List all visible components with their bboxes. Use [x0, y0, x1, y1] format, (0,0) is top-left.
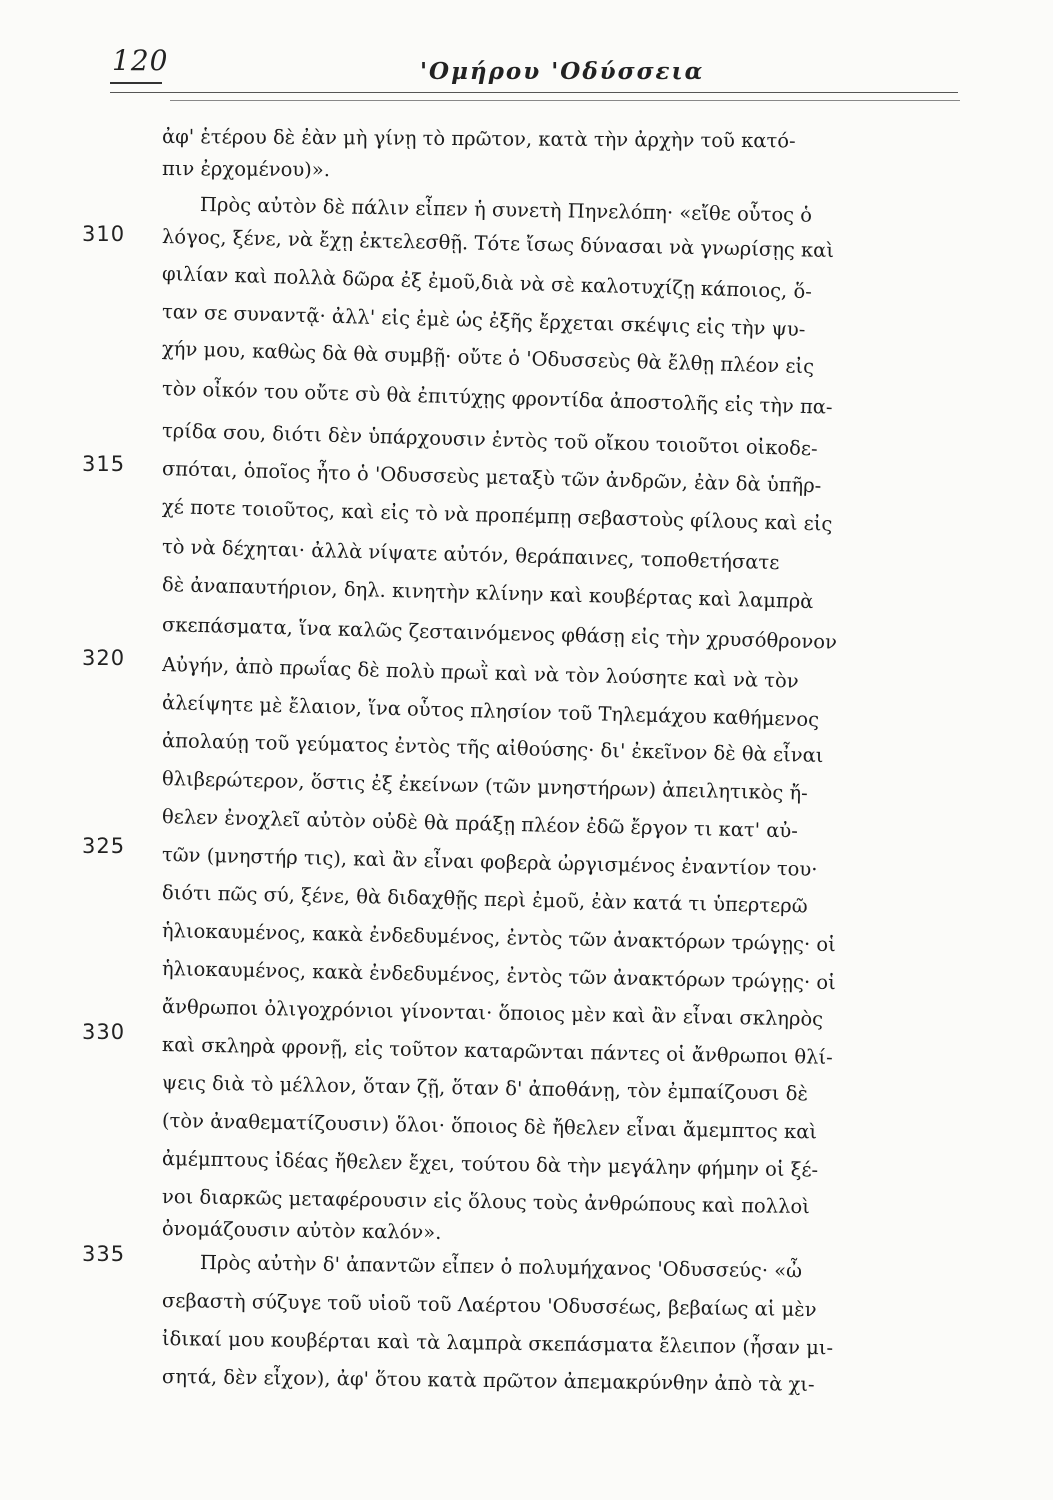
text-line: θλιβερώτερον, ὅστις ἐξ ἐκείνων (τῶν μνηστήρων) ἀπειλητικὸς ἤ-	[161, 767, 809, 805]
verse-number: 315	[82, 452, 126, 476]
text-line: σητά, δὲν εἶχον), ἀφ' ὅτου κατὰ πρῶτον ἀπεμακρύνθην ἀπὸ τὰ χι-	[161, 1365, 815, 1396]
running-title: 'Ομήρου 'Οδύσσεια	[420, 58, 705, 85]
verse-number: 335	[82, 1242, 126, 1266]
text-line: σκεπάσματα, ἵνα καλῶς ζεσταινόμενος φθάσῃ εἰς τὴν χρυσόθρονον	[161, 613, 838, 654]
text-line: τὸν οἶκόν του οὔτε σὺ θὰ ἐπιτύχῃς φροντίδα ἀποστολῆς εἰς τὴν πα-	[161, 377, 833, 419]
header-rule	[110, 92, 958, 93]
text-line: ἀπολαύῃ τοῦ γεύματος ἐντὸς τῆς αἰθούσης· δι' ἐκεῖνον δὲ θὰ εἶναι	[161, 729, 824, 768]
verse-number: 330	[82, 1020, 126, 1044]
text-line: Πρὸς αὐτὴν δ' ἀπαντῶν εἶπεν ὁ πολυμήχανος 'Οδυσσεύς· «ὦ	[199, 1251, 803, 1283]
text-line: ἰδικαί μου κουβέρται καὶ τὰ λαμπρὰ σκεπάσματα ἔλειπον (ἦσαν μι-	[161, 1327, 834, 1360]
page-number: 120	[112, 44, 169, 77]
verse-number: 325	[82, 834, 126, 858]
text-line: ταν σε συναντᾷ· ἀλλ' εἰς ἐμὲ ὡς ἐξῆς ἔρχεται σκέψις εἰς τὴν ψυ-	[161, 300, 806, 341]
page-number-underline	[110, 82, 162, 84]
text-line: Πρὸς αὐτὸν δὲ πάλιν εἶπεν ἡ συνετὴ Πηνελόπη· «εἴθε οὗτος ὁ	[199, 193, 813, 227]
text-line: νοι διαρκῶς μεταφέρουσιν εἰς ὅλους τοὺς ἀνθρώπους καὶ πολλοὶ	[161, 1185, 811, 1219]
verse-number: 310	[82, 222, 126, 246]
text-line: σπόται, ὁποῖος ἦτο ὁ 'Οδυσσεὺς μεταξὺ τῶν ἀνδρῶν, ἐὰν δὰ ὑπῆρ-	[161, 457, 822, 498]
text-line: ψεις διὰ τὸ μέλλον, ὅταν ζῇ, ὅταν δ' ἀποθάνῃ, τὸν ἐμπαίζουσι δὲ	[161, 1071, 809, 1106]
text-line: καὶ σκληρὰ φρονῇ, εἰς τοῦτον καταρῶνται πάντες οἱ ἄνθρωποι θλί-	[161, 1033, 833, 1069]
text-line: σεβαστὴ σύζυγε τοῦ υἱοῦ τοῦ Λαέρτου 'Οδυσσέως, βεβαίως αἱ μὲν	[161, 1289, 817, 1322]
text-line: χήν μου, καθὼς δὰ θὰ συμβῇ· οὔτε ὁ 'Οδυσσεὺς θὰ ἔλθῃ πλέον εἰς	[161, 337, 815, 379]
header-rule-secondary	[170, 100, 960, 101]
text-line: ὀνομάζουσιν αὐτὸν καλόν».	[161, 1217, 442, 1244]
text-line: διότι πῶς σύ, ξένε, θὰ διδαχθῇς περὶ ἐμοῦ, ἐὰν κατά τι ὑπερτερῶ	[161, 881, 808, 918]
text-line: ἡλιοκαυμένος, κακὰ ἐνδεδυμένος, ἐντὸς τῶν ἀνακτόρων τρώγῃς· οἱ	[161, 919, 837, 957]
text-line: τρίδα σου, διότι δὲν ὑπάρχουσιν ἐντὸς τοῦ οἴκου τοιοῦτοι οἰκοδε-	[161, 419, 818, 461]
text-line: φιλίαν καὶ πολλὰ δῶρα ἐξ ἐμοῦ,διὰ νὰ σὲ καλοτυχίζῃ κάποιος, ὅ-	[161, 262, 813, 304]
text-line: τὸ νὰ δέχηται· ἀλλὰ νίψατε αὐτόν, θεράπαινες, τοποθετήσατε	[161, 535, 780, 575]
text-line: ἡλιοκαυμένος, κακὰ ἐνδεδυμένος, ἐντὸς τῶν ἀνακτόρων τρώγῃς· οἱ	[161, 957, 837, 995]
text-line: χέ ποτε τοιοῦτος, καὶ εἰς τὸ νὰ προπέμπῃ σεβαστοὺς φίλους καὶ εἰς	[161, 495, 833, 536]
text-line: Αὐγήν, ἀπὸ πρωΐας δὲ πολὺ πρωῒ καὶ νὰ τὸν λούσητε καὶ νὰ τὸν	[161, 653, 799, 693]
text-line: ἀφ' ἑτέρου δὲ ἐὰν μὴ γίνῃ τὸ πρῶτον, κατὰ τὴν ἀρχὴν τοῦ κατό-	[161, 125, 796, 153]
text-line: τῶν (μνηστήρ τις), καὶ ἂν εἶναι φοβερὰ ὠργισμένος ἐναντίον του·	[161, 843, 818, 881]
text-line: πιν ἐρχομένου)».	[161, 157, 331, 182]
text-line: θελεν ἐνοχλεῖ αὐτὸν οὐδὲ θὰ πράξῃ πλέον ἐδῶ ἔργον τι κατ' αὐ-	[161, 805, 799, 843]
text-line: (τὸν ἀναθεματίζουσιν) ὅλοι· ὅποιος δὲ ἤθελεν εἶναι ἄμεμπτος καὶ	[161, 1109, 818, 1144]
text-line: δὲ ἀναπαυτήριον, δηλ. κινητὴν κλίνην καὶ κουβέρτας καὶ λαμπρὰ	[161, 573, 814, 614]
text-line: λόγος, ξένε, νὰ ἔχῃ ἐκτελεσθῇ. Τότε ἴσως δύνασαι νὰ γνωρίσῃς καὶ	[161, 225, 835, 263]
text-line: ἀμέμπτους ἰδέας ἤθελεν ἔχει, τούτου δὰ τὴν μεγάλην φήμην οἱ ξέ-	[161, 1147, 819, 1182]
text-line: ἄνθρωποι ὀλιγοχρόνιοι γίνονται· ὅποιος μὲν καὶ ἂν εἶναι σκληρὸς	[161, 995, 824, 1031]
text-line: ἀλείψητε μὲ ἔλαιον, ἵνα οὗτος πλησίον τοῦ Τηλεμάχου καθήμενος	[161, 691, 820, 732]
verse-number: 320	[82, 646, 126, 670]
